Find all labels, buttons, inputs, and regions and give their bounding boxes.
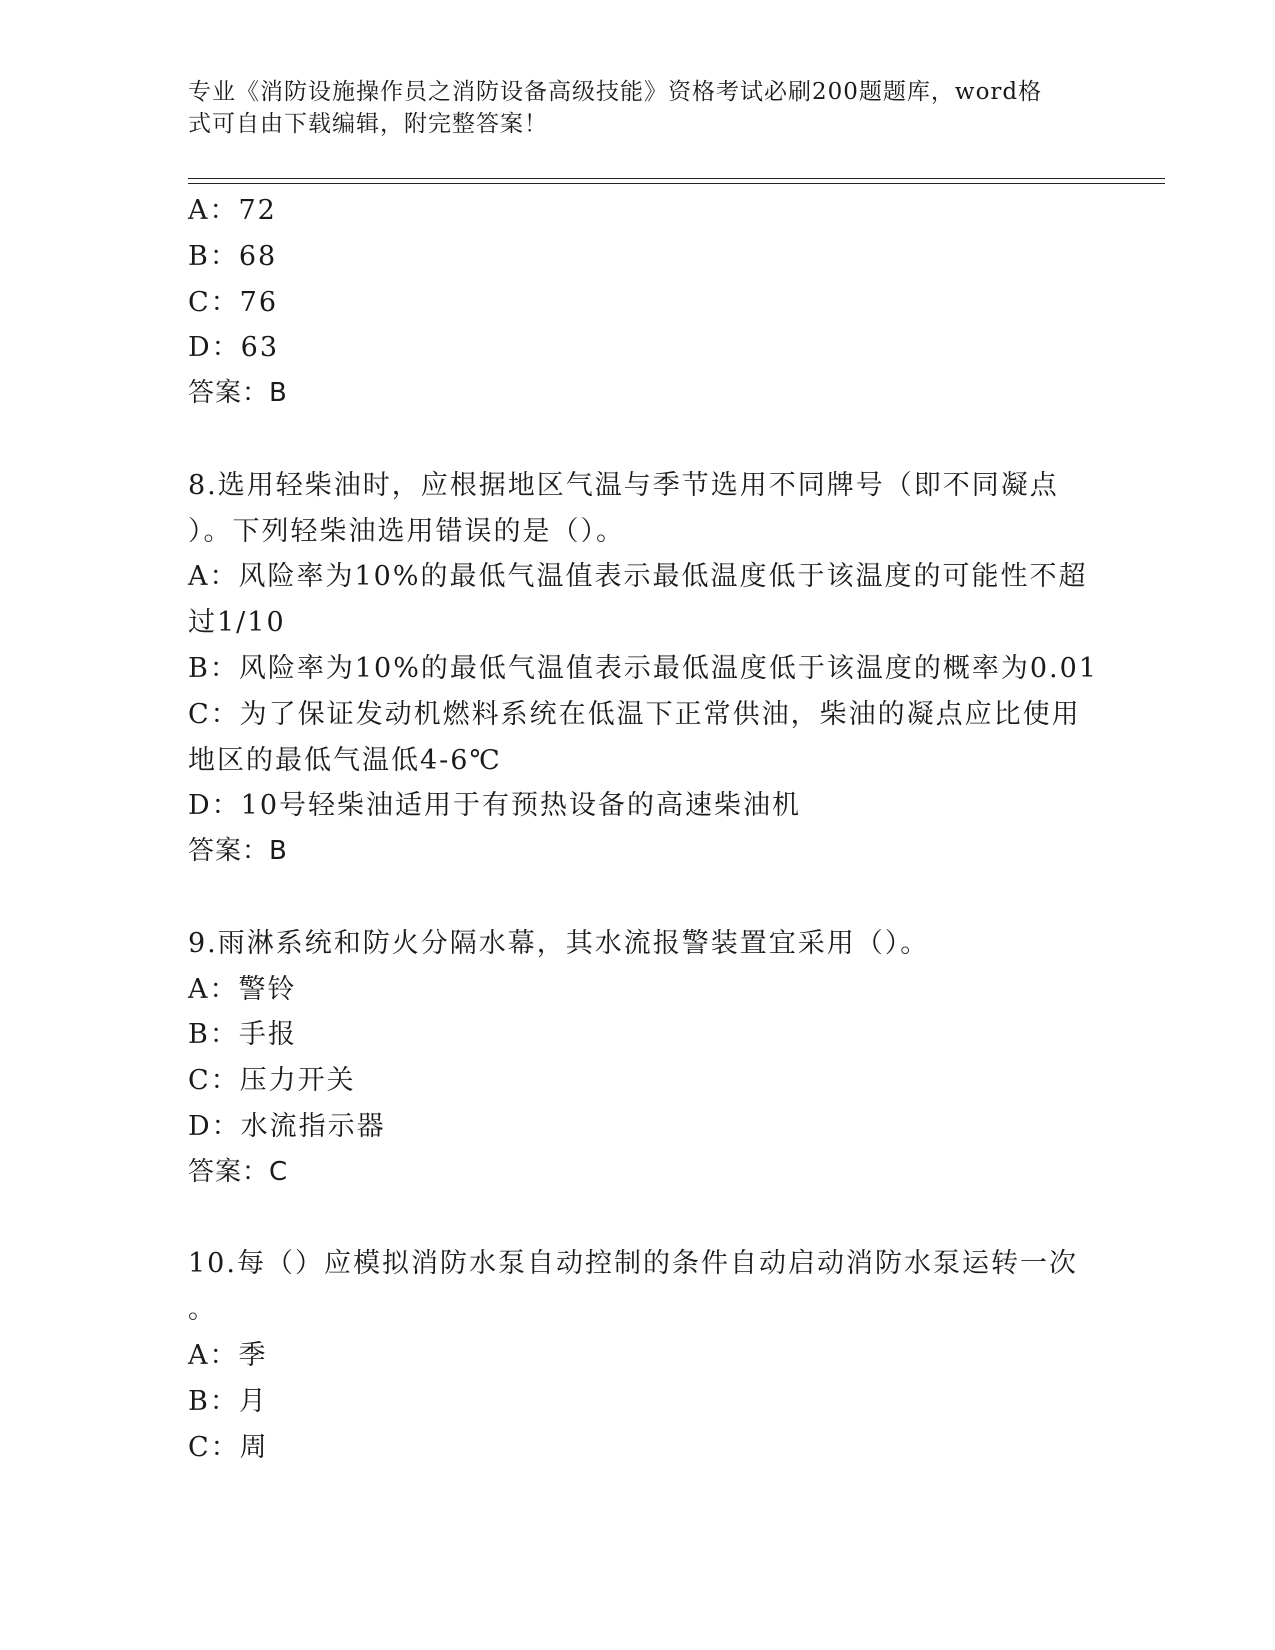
header-divider-top xyxy=(188,178,1165,179)
question-8 xyxy=(188,463,1098,875)
q8-answer: 答案：B xyxy=(188,836,288,867)
q7-option-c: C：76 xyxy=(188,286,279,318)
header-line-2: 式可自由下载编辑，附完整答案！ xyxy=(188,111,548,137)
spacer xyxy=(188,1196,1078,1242)
q9-stem: 9.雨淋系统和防火分隔水幕，其水流报警装置宜采用（）。 xyxy=(188,927,930,959)
q8-option-a-line-2: 过1/10 xyxy=(188,607,286,639)
question-7 xyxy=(188,188,1078,417)
question-content xyxy=(188,188,1098,1470)
spacer xyxy=(188,417,1078,463)
q10-option-c: C：周 xyxy=(188,1431,269,1463)
q7-option-a: A：72 xyxy=(188,195,277,226)
header-divider-bottom xyxy=(188,183,1165,184)
question-10 xyxy=(188,1241,1078,1470)
q8-stem-line-1: 8.选用轻柴油时，应根据地区气温与季节选用不同牌号（即不同凝点 xyxy=(188,469,1059,501)
q9-option-a: A：警铃 xyxy=(188,973,297,1005)
q8-option-d: D：10号轻柴油适用于有预热设备的高速柴油机 xyxy=(188,790,802,822)
q10-option-b: B：月 xyxy=(188,1385,268,1417)
q8-option-c-line-1: C：为了保证发动机燃料系统在低温下正常供油，柴油的凝点应比使用 xyxy=(188,698,1081,730)
q9-option-d: D：水流指示器 xyxy=(188,1110,386,1142)
header-line-1: 专业《消防设施操作员之消防设备高级技能》资格考试必刷200题题库，word格 xyxy=(188,79,1043,105)
q10-stem-line-1: 10.每（）应模拟消防水泵自动控制的条件自动启动消防水泵运转一次 xyxy=(188,1248,1078,1280)
q7-option-d: D：63 xyxy=(188,332,280,364)
q8-option-b: B：风险率为10%的最低气温值表示最低温度低于该温度的概率为0.01 xyxy=(188,652,1098,684)
q10-stem-line-2: 。 xyxy=(188,1294,217,1326)
spacer xyxy=(188,875,1078,921)
q8-option-a-line-1: A：风险率为10%的最低气温值表示最低温度低于该温度的可能性不超 xyxy=(188,561,1088,593)
q7-answer: 答案：B xyxy=(188,378,288,409)
q9-option-c: C：压力开关 xyxy=(188,1065,356,1097)
q8-stem-line-2: ）。下列轻柴油选用错误的是（）。 xyxy=(188,515,625,547)
q8-option-c-line-2: 地区的最低气温低4-6℃ xyxy=(188,744,502,776)
q10-option-a: A：季 xyxy=(188,1339,268,1371)
q9-option-b: B：手报 xyxy=(188,1019,297,1051)
q9-answer: 答案：C xyxy=(188,1156,289,1187)
question-9 xyxy=(188,921,1078,1196)
q7-option-b: B：68 xyxy=(188,240,278,272)
document-header xyxy=(188,76,1068,140)
